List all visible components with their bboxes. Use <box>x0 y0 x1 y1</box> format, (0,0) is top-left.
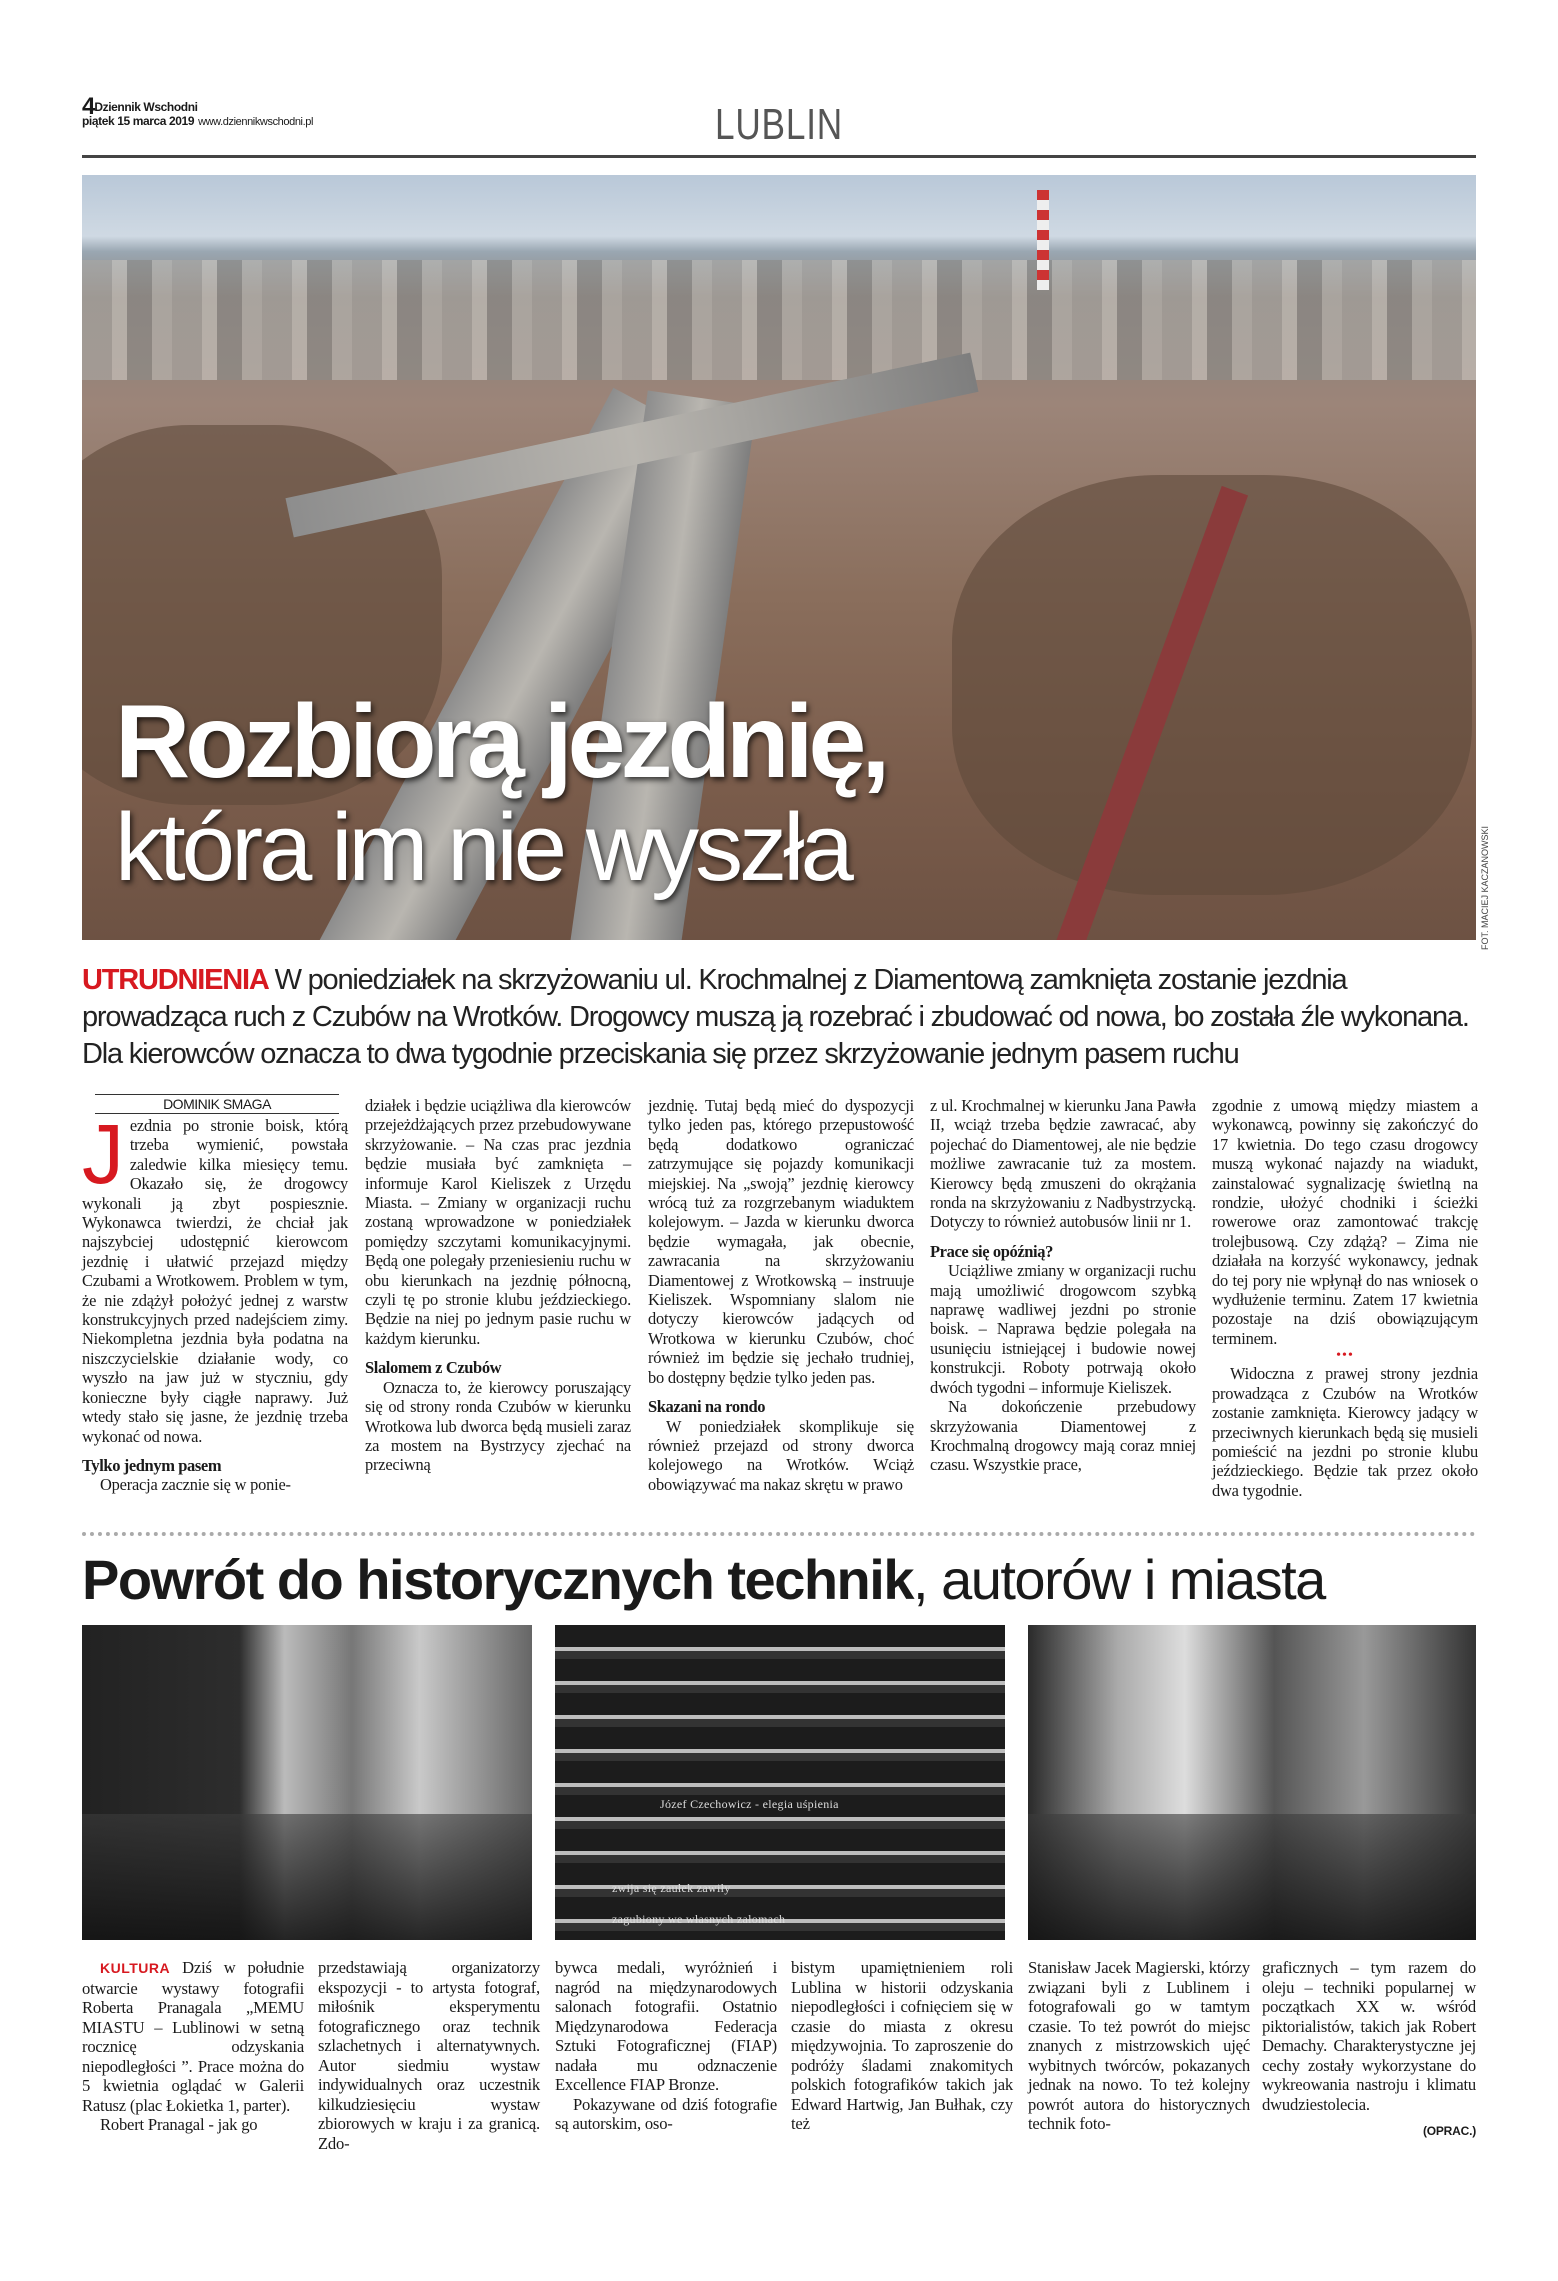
header-rule <box>82 155 1476 158</box>
city-skyline <box>82 260 1476 380</box>
paragraph: ezdnia po stronie boisk, którą trzeba wymienić, powstała zaledwie kilka miesięcy temu. Okazało się, że drogowcy wykonali ją zbyt pospiesznie. Wykonawca twierdzi, że chciał jak najszybciej udostępnić kierowcom jezdnię i ułatwić przejazd między Czubami a Wrotkowem. Problem w tym, że nie zdążył położyć jednej z warstw konstrukcyjnych przed nadejściem zimy. Niekompletna jezdnia była podatna na niszczycielskie działanie wody, co wyszło na jaw już w styczniu, gdy konieczne były ciągłe naprawy. Już wtedy stało się jasne, że jezdnię trzeba wykonać od nowa. <box>82 1116 348 1446</box>
photo-caption: zwija się zaułek zawiły <box>612 1881 731 1895</box>
paragraph: działek i będzie uciążliwa dla kierowców przejeżdżających przez przebudowywane skrzyżowanie. – Na czas prac jezdnia będzie musiała być zamknięta – informuje Karol Kieliszek z Urzędu Miasta. – Zmiany w organizacji ruchu zostaną wprowadzone w poniedziałek pomiędzy szczytami komunikacyjnymi. Będą one polegały przeniesieniu ruchu w obu kierunkach na jezdnię północną, czyli tę po stronie klubu jeździeckiego. Będzie na niej po jednym pasie ruchu w każdym kierunku. <box>365 1096 631 1348</box>
photo-credit: FOT. MACIEJ KACZANOWSKI <box>1480 825 1490 950</box>
headline-line-2: która im nie wyszła <box>115 794 850 901</box>
paragraph: W poniedziałek skomplikuje się również przejazd od strony dworca kolejowego na Wrotków. Wciąż obowiązywać ma nakaz skrętu w prawo <box>648 1416 914 1494</box>
photo-ground <box>82 1814 532 1940</box>
article-column-2 <box>365 1096 631 1475</box>
chimney <box>1037 190 1049 290</box>
kicker: KULTURA <box>100 1960 171 1976</box>
article-column-5 <box>1212 1096 1478 1500</box>
issue-date: piątek 15 marca 2019 <box>82 114 195 128</box>
paragraph: bistym upamiętnieniem roli Lublina w historii odzyskania niepodległości i cofnięciem się w czasie do miasta z okresu międzywojnia. To zaproszenie do podróży śladami znakomitych polskich fotografików takich jak Edward Hartwig, Jan Bułhak, czy też <box>791 1958 1013 2133</box>
paragraph: Na dokończenie przebudowy skrzyżowania Diamentowej z Krochmalną drogowcy mają coraz mniej czasu. Wszystkie prace, <box>930 1397 1196 1475</box>
paragraph: bywca medali, wyróżnień i nagród na międzynarodowych salonach fotografii. Ostatnio Międzynarodowa Federacja Sztuki Fotograficznej (FIAP) nadała mu odznaczenie Excellence FIAP Bronze. <box>555 1958 777 2094</box>
paragraph: Oznacza to, że kierowcy poruszający się od strony ronda Czubów w kierunku Wrotkowa lub dworca będą musieli zaraz za mostem na Bystrzycy zjechać na przeciwną <box>365 1377 631 1475</box>
paragraph: Stanisław Jacek Magierski, którzy związani byli z Lublinem i fotografowali go w tamtym czasie. To też powrót do miejsc znanych z mistrzowskich ujęć wybitnych twórców, pokazanych jednak na nowo. To też kolejny powrót autora do historycznych technik foto- <box>1028 1958 1250 2133</box>
paragraph: Widoczna z prawej strony jezdnia prowadząca z Czubów na Wrotków zostanie zamknięta. Kierowcy jadący w przeciwnych kierunkach będą się musieli pomieścić na jezdni po stronie klubu jeździeckiego. Będzie tak przez około dwa tygodnie. <box>1212 1364 1478 1500</box>
article-column-1 <box>82 1107 348 1495</box>
article-column-3 <box>648 1096 914 1494</box>
photo-ground <box>1028 1814 1476 1940</box>
subheading: Slalomem z Czubów <box>365 1358 502 1378</box>
byline: DOMINIK SMAGA <box>95 1094 339 1114</box>
dotted-separator <box>82 1532 1476 1536</box>
website-link[interactable]: www.dziennikwschodni.pl <box>198 116 314 128</box>
paragraph: Robert Pranagal - jak go <box>100 2115 258 2134</box>
article2-column-4 <box>791 1958 1013 2134</box>
headline-light: , autorów i miasta <box>912 1548 1325 1611</box>
photo-caption: zagubiony we własnych załomach <box>612 1912 786 1926</box>
paragraph-text: Dziś w południe otwarcie wystawy fotografii Roberta Pranagala „MEMU MIASTU – Lublinowi w setną rocznicę odzyskania niepodległości ”. Prace można do 5 kwietnia oglądać w Galerii Ratusz (plac Łokietka 1, parter). <box>82 1958 304 2115</box>
kicker: UTRUDNIENIA <box>82 964 269 996</box>
lead-paragraph <box>82 962 1482 1073</box>
article2-column-3 <box>555 1958 777 2134</box>
paragraph <box>82 1958 304 2115</box>
article-column-4 <box>930 1096 1196 1475</box>
page-number: 4 <box>82 93 95 120</box>
drop-cap: J <box>82 1107 124 1201</box>
article2-column-5 <box>1028 1958 1250 2134</box>
photo-stairs-poem <box>555 1625 1005 1940</box>
photo-street-carriage <box>1028 1625 1476 1940</box>
paragraph: zgodnie z umową między miastem a wykonawcą, powinny się zakończyć do 17 kwietnia. Do tego czasu drogowcy muszą wykonać najazdy na wiadukt, zainstalować sygnalizację świetlną na rondzie, ułożyć chodniki i ścieżki rowerowe oraz zamontować trakcję trolejbusową. Czy zdążą? – Zima nie działała na korzyść wykonawcy, jednak do tej pory nie wpłynął do nas wniosek o wydłużenie terminu. Zatem 17 kwietnia pozostaje na dziś obowiązującym terminem. <box>1212 1096 1478 1348</box>
headline-bold: Powrót do historycznych technik <box>82 1548 913 1611</box>
paragraph: graficznych – tym razem do oleju – techniki popularnej w początkach XX w. wśród piktorialistów, takich jak Robert Demachy. Charakterystyczne jej cechy zostały wykorzystane do wykreowania nastroju i klimatu dwudziestolecia. <box>1262 1958 1476 2114</box>
paragraph: Uciążliwe zmiany w organizacji ruchu mają umożliwić drogowcom szybką naprawę wadliwej jezdni po stronie boisk. – Naprawa będzie polegała na usunięciu istniejącej i budowie nowej konstrukcji. Roboty potrwają około dwóch tygodni – informuje Kieliszek. <box>930 1261 1196 1397</box>
subheading: Skazani na rondo <box>648 1397 766 1417</box>
paragraph: przedstawiają organizatorzy ekspozycji - to artysta fotograf, miłośnik eksperymentu fotograficznego oraz technik szlachetnych i alternatywnych. Autor siedmiu wystaw indywidualnych oraz uczestnik kilkudziesięciu wystaw zbiorowych w kraju i za granicą. Zdo- <box>318 1958 540 2153</box>
photo-street-umbrellas <box>82 1625 532 1940</box>
paragraph: jezdnię. Tutaj będą mieć do dyspozycji tylko jeden pas, którego przepustowość będą dodatkowo ograniczać zatrzymujące się pojazdy komunikacji miejskiej. Na „swoją” jezdnię kierowcy wrócą tuż za rozgrzebanym wiaduktem kolejowym. – Jazda w kierunku dworca będzie wymagała, jak obecnie, zawracania na skrzyżowaniu Diamentowej z Wrotkowską – instruuje Kieliszek. Wspomniany slalom nie dotyczy kierowców jadących od Wrotkowa w kierunku Czubów, choć również im będzie się jechało trudniej, bo dostępny będzie tylko jeden pas. <box>648 1096 914 1387</box>
article2-headline <box>82 1545 1325 1615</box>
paragraph: Pokazywane od dziś fotografie są autorskim, oso- <box>555 2094 777 2133</box>
section-title: LUBLIN <box>714 100 844 149</box>
subheading: Prace się opóźnią? <box>930 1241 1053 1261</box>
subheading: Tylko jednym pasem <box>82 1455 222 1475</box>
paper-name: Dziennik Wschodni <box>94 100 198 114</box>
photo-caption: Józef Czechowicz - elegia uśpienia <box>660 1797 839 1811</box>
paragraph: z ul. Krochmalnej w kierunku Jana Pawła II, wciąż trzeba będzie zawracać, aby pojechać do Diamentowej, ale nie będzie możliwe zawracanie tuż za mostem. Kierowcy będą zmuszeni do okrążania ronda na skrzyżowaniu z Nadbystrzycką. Dotyczy to również autobusów linii nr 1. <box>930 1096 1196 1232</box>
lead-text: W poniedziałek na skrzyżowaniu ul. Krochmalnej z Diamentową zamknięta zostanie jezdnia prowadząca ruch z Czubów na Wrotków. Drogowcy muszą ją rozebrać i zbudować od nowa, bo została źle wykonana. Dla kierowców oznacza to dwa tygodnie przeciskania się przez skrzyżowanie jednym pasem ruchu <box>82 964 1469 1070</box>
headline-line-1: Rozbiorą jezdnię, <box>115 684 886 800</box>
article2-column-2 <box>318 1958 540 2153</box>
article2-column-6 <box>1262 1958 1476 2142</box>
signoff: (OPRAC.) <box>1422 2124 1476 2138</box>
paragraph: Operacja zacznie się w ponie- <box>100 1475 291 1495</box>
section-dots: ••• <box>1336 1348 1354 1364</box>
article2-column-1 <box>82 1958 304 2135</box>
